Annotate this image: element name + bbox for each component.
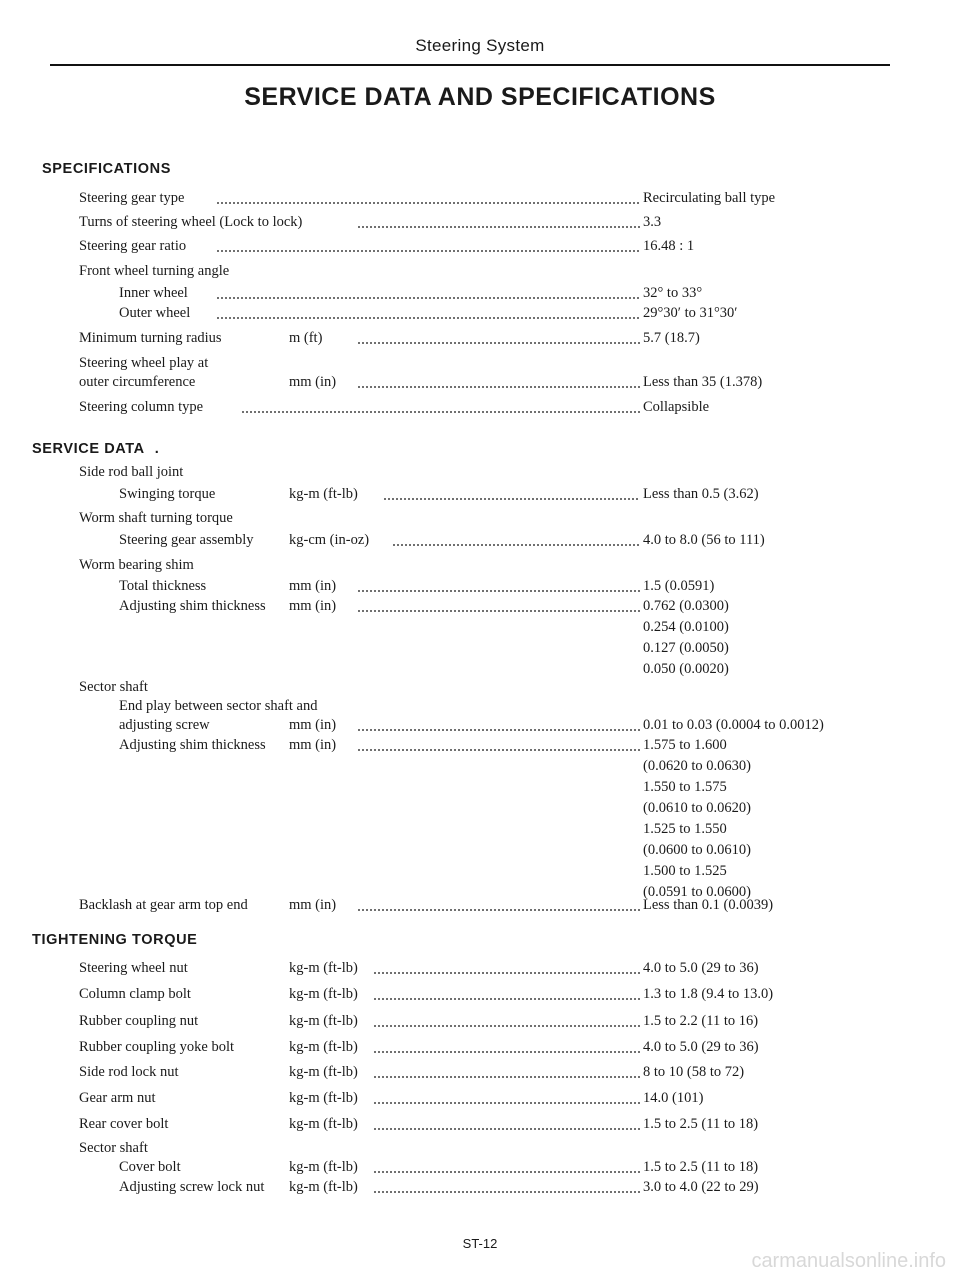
dot-leader [373, 998, 640, 1000]
header-rule [50, 64, 890, 66]
spec-value: 1.5 (0.0591) [643, 578, 715, 594]
spec-value: 5.7 (18.7) [643, 330, 700, 346]
group-label: Sector shaft [79, 679, 148, 695]
spec-value: 14.0 (101) [643, 1090, 704, 1106]
dot-leader [357, 729, 640, 731]
spec-value: 3.3 [643, 214, 662, 230]
spec-value: Less than 0.5 (3.62) [643, 486, 759, 502]
spec-label: Minimum turning radius [79, 330, 222, 346]
spec-unit: mm (in) [289, 717, 337, 733]
spec-unit: m (ft) [289, 330, 323, 346]
dot-leader [383, 498, 640, 500]
spec-unit: kg-m (ft-lb) [289, 1064, 358, 1080]
dot-leader [373, 1128, 640, 1130]
dot-leader [392, 544, 640, 546]
spec-label: Adjusting shim thickness [119, 737, 266, 753]
spec-unit: kg-m (ft-lb) [289, 1039, 358, 1055]
spec-label: outer circumference [79, 374, 196, 390]
dot-leader [373, 1051, 640, 1053]
spec-value-extra: (0.0620 to 0.0630) [643, 758, 751, 774]
spec-unit: kg-m (ft-lb) [289, 1116, 358, 1132]
group-label: Worm shaft turning torque [79, 510, 233, 526]
spec-value: 32° to 33° [643, 285, 703, 301]
spec-value: Less than 0.1 (0.0039) [643, 897, 774, 913]
group-label: End play between sector shaft and [119, 698, 318, 714]
watermark: carmanualsonline.info [751, 1250, 946, 1272]
spec-unit: mm (in) [289, 897, 337, 913]
dot-leader [216, 250, 640, 252]
spec-unit: mm (in) [289, 374, 337, 390]
spec-unit: mm (in) [289, 598, 337, 614]
spec-value: 0.762 (0.0300) [643, 598, 729, 614]
dot-leader [216, 317, 640, 319]
spec-value-extra: (0.0610 to 0.0620) [643, 800, 751, 816]
spec-value-extra: 1.550 to 1.575 [643, 779, 727, 795]
spec-label: Steering column type [79, 399, 204, 415]
spec-label: Rear cover bolt [79, 1116, 169, 1132]
page-header: Steering System [415, 36, 545, 55]
dot-leader [373, 1102, 640, 1104]
spec-label: Steering gear type [79, 190, 185, 206]
service-data-heading-text: SERVICE DATA [32, 441, 145, 457]
spec-label: Outer wheel [119, 305, 191, 321]
spec-value: 1.3 to 1.8 (9.4 to 13.0) [643, 986, 774, 1002]
spec-value: 1.5 to 2.2 (11 to 16) [643, 1013, 759, 1029]
spec-value: 1.575 to 1.600 [643, 737, 727, 753]
spec-value-extra: 1.525 to 1.550 [643, 821, 727, 837]
spec-label: Steering gear ratio [79, 238, 187, 254]
dot-leader [357, 610, 640, 612]
spec-label: adjusting screw [119, 717, 210, 733]
spec-unit: kg-m (ft-lb) [289, 1013, 358, 1029]
page-title: SERVICE DATA AND SPECIFICATIONS [244, 83, 716, 111]
spec-label: Turns of steering wheel (Lock to lock) [79, 214, 303, 230]
spec-value-extra: 0.050 (0.0020) [643, 661, 729, 677]
spec-label: Swinging torque [119, 486, 216, 502]
spec-label: Total thickness [119, 578, 207, 594]
spec-value: 16.48 : 1 [643, 238, 695, 254]
dot-leader [357, 386, 640, 388]
dot-leader [357, 342, 640, 344]
spec-unit: kg-m (ft-lb) [289, 1159, 358, 1175]
spec-value-extra: 0.127 (0.0050) [643, 640, 729, 656]
spec-label: Backlash at gear arm top end [79, 897, 248, 913]
section-heading-service-data [32, 441, 159, 457]
spec-value-extra: 1.500 to 1.525 [643, 863, 727, 879]
dot-leader [373, 1076, 640, 1078]
dot-leader [373, 1191, 640, 1193]
spec-unit: kg-m (ft-lb) [289, 486, 358, 502]
spec-value: Less than 35 (1.378) [643, 374, 763, 390]
spec-unit: mm (in) [289, 737, 337, 753]
spec-label: Inner wheel [119, 285, 188, 301]
spec-label: Column clamp bolt [79, 986, 191, 1002]
spec-label: Side rod lock nut [79, 1064, 179, 1080]
spec-label: Cover bolt [119, 1159, 181, 1175]
dot-leader [373, 972, 640, 974]
spec-value: 1.5 to 2.5 (11 to 18) [643, 1116, 759, 1132]
spec-unit: kg-m (ft-lb) [289, 960, 358, 976]
spec-value: Collapsible [643, 399, 710, 415]
dot-leader [216, 202, 640, 204]
spec-unit: mm (in) [289, 578, 337, 594]
group-label: Worm bearing shim [79, 557, 194, 573]
section-heading-tightening-torque: TIGHTENING TORQUE [32, 932, 198, 948]
spec-unit: kg-m (ft-lb) [289, 1090, 358, 1106]
spec-value: 4.0 to 5.0 (29 to 36) [643, 960, 759, 976]
spec-value: 0.01 to 0.03 (0.0004 to 0.0012) [643, 717, 824, 733]
dot-leader [357, 226, 640, 228]
spec-label: Steering wheel nut [79, 960, 188, 976]
spec-unit: kg-m (ft-lb) [289, 1179, 358, 1195]
spec-label: Adjusting shim thickness [119, 598, 266, 614]
spec-label: Rubber coupling nut [79, 1013, 199, 1029]
section-heading-specifications: SPECIFICATIONS [42, 161, 171, 177]
spec-label: Adjusting screw lock nut [119, 1179, 265, 1195]
spec-value: 29°30′ to 31°30′ [643, 305, 738, 321]
spec-label: Steering gear assembly [119, 532, 254, 548]
group-label: Side rod ball joint [79, 464, 184, 480]
page-number: ST-12 [462, 1236, 498, 1251]
spec-value: 1.5 to 2.5 (11 to 18) [643, 1159, 759, 1175]
spec-value: 8 to 10 (58 to 72) [643, 1064, 745, 1080]
spec-value-extra: 0.254 (0.0100) [643, 619, 729, 635]
group-label: Front wheel turning angle [79, 263, 230, 279]
spec-unit: kg-cm (in-oz) [289, 532, 370, 548]
service-data-heading-mark: . [154, 441, 160, 457]
dot-leader [357, 749, 640, 751]
spec-value: 4.0 to 8.0 (56 to 111) [643, 532, 765, 548]
spec-value: 4.0 to 5.0 (29 to 36) [643, 1039, 759, 1055]
dot-leader [241, 411, 640, 413]
spec-value: 3.0 to 4.0 (22 to 29) [643, 1179, 759, 1195]
dot-leader [373, 1171, 640, 1173]
spec-label: Gear arm nut [79, 1090, 156, 1106]
group-label: Steering wheel play at [79, 355, 209, 371]
spec-unit: kg-m (ft-lb) [289, 986, 358, 1002]
spec-value-extra: (0.0591 to 0.0600) [643, 884, 751, 900]
group-label: Sector shaft [79, 1140, 148, 1156]
dot-leader [216, 297, 640, 299]
dot-leader [357, 590, 640, 592]
dot-leader [357, 909, 640, 911]
spec-value-extra: (0.0600 to 0.0610) [643, 842, 751, 858]
spec-value: Recirculating ball type [643, 190, 776, 206]
spec-label: Rubber coupling yoke bolt [79, 1039, 235, 1055]
dot-leader [373, 1025, 640, 1027]
